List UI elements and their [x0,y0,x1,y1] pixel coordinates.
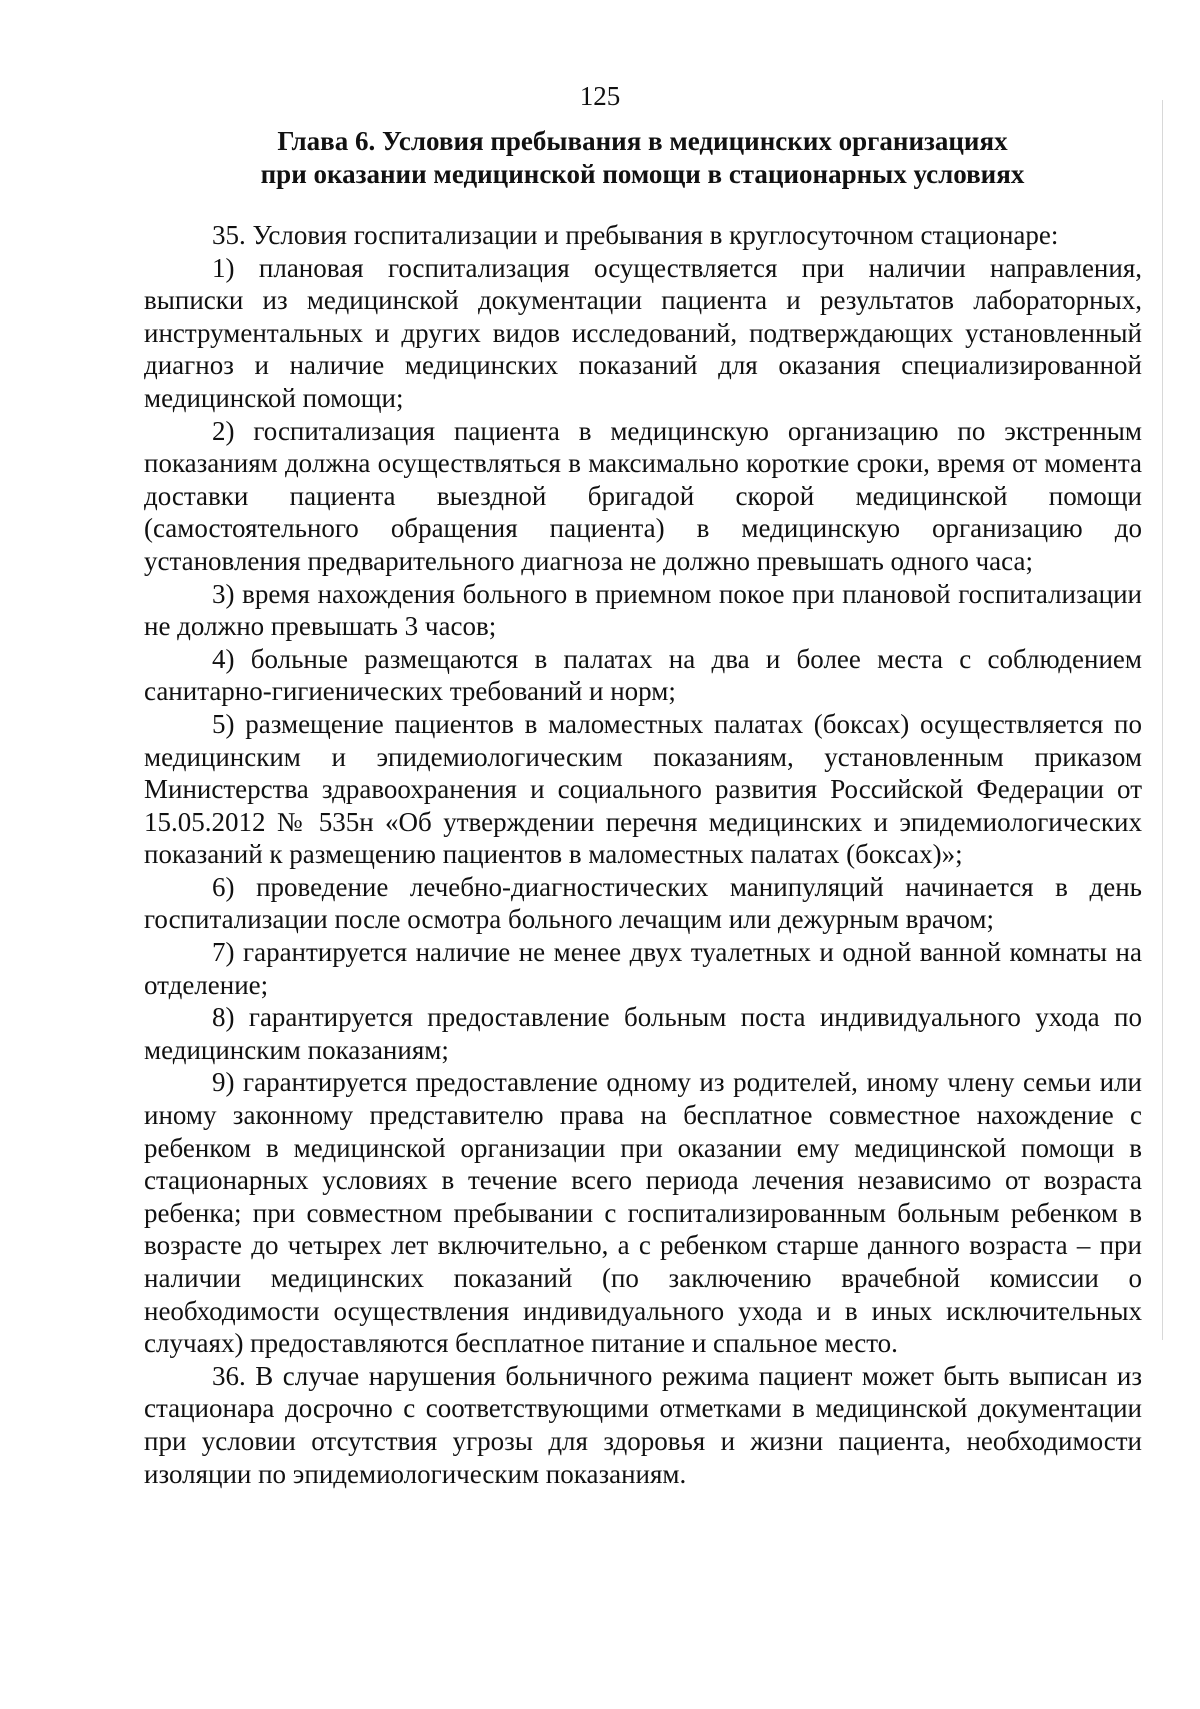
scan-edge-line [1162,100,1163,1340]
paragraph-item-1: 1) плановая госпитализация осуществляется при наличии направления, выписки из медицинской документации пациента и результатов лабораторных, инструментальных и других видов исследований, подтверждающих установленный диагноз и наличие медицинских показаний для оказания специализированной медицинской помощи; [144,252,1142,413]
page-number: 125 [579,81,621,111]
paragraph-item-8: 8) гарантируется предоставление больным поста индивидуального ухода по медицинским показаниям; [144,1002,1142,1065]
paragraph-35-intro: 35. Условия госпитализации и пребывания в круглосуточном стационаре: [212,220,1059,250]
chapter-heading-line-1: Глава 6. Условия пребывания в медицинских организациях [277,126,1008,156]
document-body [144,219,1142,1490]
chapter-heading [150,125,1135,191]
paragraph-item-6: 6) проведение лечебно-диагностических манипуляций начинается в день госпитализации после осмотра больного лечащим или дежурным врачом; [144,871,1142,935]
paragraph-item-7: 7) гарантируется наличие не менее двух туалетных и одной ванной комнаты на отделение; [144,937,1142,1000]
paragraph-36: 36. В случае нарушения больничного режима пациент может быть выписан из стационара досрочно с соответствующими отметками в медицинской документации при условии отсутствия угрозы для здоровья и жизни пациента, необходимости изоляции по эпидемиологическим показаниям. [144,1360,1142,1489]
paragraph-item-9: 9) гарантируется предоставление одному из родителей, иному члену семьи или иному законному представителю права на бесплатное совместное нахождение с ребенком в медицинской организации при оказании ему медицинской помощи в стационарных условиях в течение всего периода лечения независимо от возраста ребенка; при совместном пребывании с госпитализированным больным ребенком в возрасте до четырех лет включительно, а с ребенком старше данного возраста – при наличии медицинских показаний (по заключению врачебной комиссии о необходимости осуществления индивидуального ухода и в иных исключительных случаях) предоставляются бесплатное питание и спальное место. [144,1067,1142,1359]
paragraph-item-4: 4) больные размещаются в палатах на два и более места с соблюдением санитарно-гигиенических требований и норм; [144,643,1142,707]
paragraph-item-3: 3) время нахождения больного в приемном покое при плановой госпитализации не должно превышать 3 часов; [144,578,1142,642]
chapter-heading-line-2: при оказании медицинской помощи в стационарных условиях [260,159,1025,189]
paragraph-item-2: 2) госпитализация пациента в медицинскую организацию по экстренным показаниям должна осуществляться в максимально короткие сроки, время от момента доставки пациента выездной бригадой скорой медицинской помощи (самостоятельного обращения пациента) в медицинскую организацию до установления предварительного диагноза не должно превышать одного часа; [144,415,1142,576]
paragraph-item-5: 5) размещение пациентов в маломестных палатах (боксах) осуществляется по медицинским и эпидемиологическим показаниям, установленным приказом Министерства здравоохранения и социального развития Российской Федерации от 15.05.2012 № 535н «Об утверждении перечня медицинских и эпидемиологических показаний к размещению пациентов в маломестных палатах (боксах)»; [144,708,1142,870]
